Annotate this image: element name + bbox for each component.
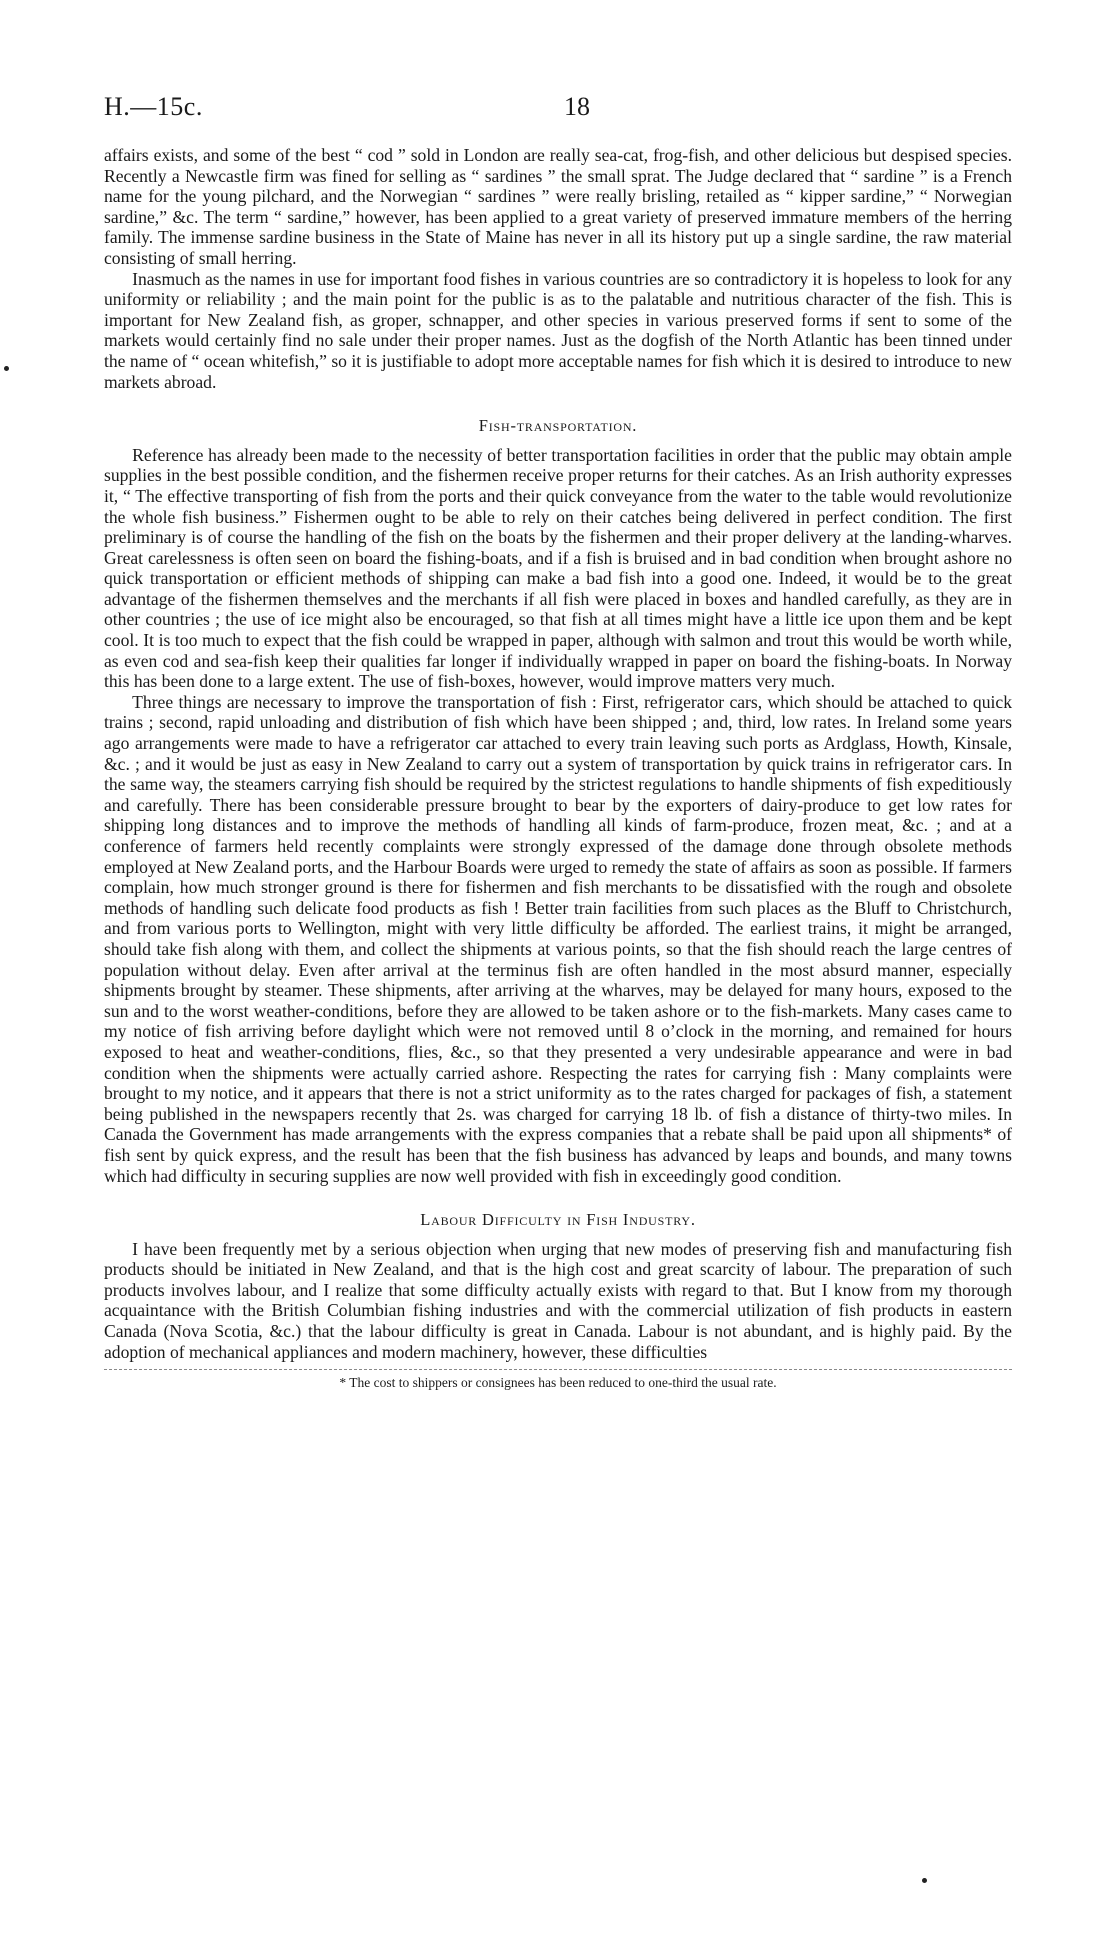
margin-mark (4, 366, 9, 371)
page-header (104, 92, 1014, 132)
page-number: 18 (564, 92, 590, 121)
intro-paragraph-continued: affairs exists, and some of the best “ cod ” sold in London are really sea-cat, frog-fish, and other delicious but despised species. Recently a Newcastle firm was fined for selling as “ sardines ” the small sprat. The Judge declared that “ sardine ” is a French name for the young pilchard, and the Norwegian “ sardines ” were really brisling, retailed as “ kipper sardine,” “ Norwegian sardine,” &c. The term “ sardine,” however, has been applied to a great variety of preserved immature members of the herring family. The immense sardine business in the State of Maine has never in all its history put up a single sardine, the raw material consisting of small herring. (104, 145, 1012, 268)
section-heading-fish-transportation: Fish-transportation. (478, 416, 638, 436)
footnote-divider (104, 1369, 1012, 1370)
section-heading-labour-difficulty: Labour Difficulty in Fish Industry. (420, 1210, 696, 1230)
document-body (104, 145, 1012, 1391)
transport-paragraph-1: Reference has already been made to the necessity of better transportation facilities in order that the public may obtain ample supplies in the best possible condition, and the fishermen receive proper returns for their catches. As an Irish authority expresses it, “ The effective transporting of fish from the ports and their quick conveyance from the water to the table would revolutionize the whole fish business.” Fishermen ought to be able to rely on their catches being delivered in perfect condition. The first preliminary is of course the handling of the fish on the boats by the fishermen and their proper delivery at the landing-wharves. Great carelessness is often seen on board the fishing-boats, and if a fish is bruised and in bad condition when brought ashore no quick transportation or efficient methods of shipping can make a bad fish into a good one. Indeed, it would be to the great advantage of the fishermen themselves and the merchants if all fish were placed in boxes and handled carefully, as they are in other countries ; the use of ice might also be encouraged, so that fish at all times might have a little ice upon them and be kept cool. It is too much to expect that the fish could be wrapped in paper, although with salmon and trout this would be worth while, as even cod and sea-fish keep their qualities far longer if individually wrapped in paper on board the fishing-boats. In Norway this has been done to a large extent. The use of fish-boxes, however, would improve matters very much. (104, 444, 1012, 692)
document-reference: H.—15c. (104, 92, 203, 121)
margin-mark-bottom (922, 1878, 927, 1883)
labour-paragraph-1: I have been frequently met by a serious objection when urging that new modes of preserving fish and manufacturing fish products should be initiated in New Zealand, and that is the high cost and great scarcity of labour. The preparation of such products involves labour, and I realize that some difficulty actually exists with regard to that. But I know from my thorough acquaintance with the British Columbian fishing industries and with the commercial utilization of fish products in eastern Canada (Nova Scotia, &c.) that the labour difficulty is great in Canada. Labour is not abundant, and is highly paid. By the adoption of mechanical appliances and modern machinery, however, these difficulties (104, 1238, 1012, 1362)
transport-paragraph-2: Three things are necessary to improve the transportation of fish : First, refrigerator cars, which should be attached to quick trains ; second, rapid unloading and distribution of fish which have been shipped ; and, third, low rates. In Ireland some years ago arrangements were made to have a refrigerator car attached to every train leaving such ports as Ardglass, Howth, Kinsale, &c. ; and it would be just as easy in New Zealand to carry out a system of transportation by quick trains in refrigerator cars. In the same way, the steamers carrying fish should be required by the strictest regulations to handle shipments of fish expeditiously and carefully. There has been considerable pressure brought to bear by the exporters of dairy-produce to get low rates for shipping long distances and to improve the methods of handling all kinds of farm-produce, frozen meat, &c. ; and at a conference of farmers held recently complaints were strongly expressed of the damage done through obsolete methods employed at New Zealand ports, and the Harbour Boards were urged to remedy the state of affairs as soon as possible. If farmers complain, how much stronger ground is there for fishermen and fish merchants to be dissatisfied with the rough and obsolete methods of handling such delicate food products as fish ! Better train facilities from such places as the Bluff to Christchurch, and from various ports to Wellington, might with very little difficulty be afforded. The earliest trains, it might be arranged, should take fish along with them, and collect the shipments at various points, so that the fish should reach the large centres of population without delay. Even after arrival at the terminus fish are often handled in the most absurd manner, especially shipments brought by steamer. These shipments, after arriving at the wharves, may be delayed for many hours, exposed to the sun and to the worst weather-conditions, before they are allowed to be taken ashore or to the fish-markets. Many cases came to my notice of fish arriving before daylight which were not removed until 8 o’clock in the morning, and remained for hours exposed to heat and weather-conditions, flies, &c., so that they presented a very undesirable appearance and were in bad condition when the shipments were actually carried ashore. Respecting the rates for carrying fish : Many complaints were brought to my notice, and it appears that there is not a strict uniformity as to the rates charged for packages of fish, a statement being published in the newspapers recently that 2s. was charged for carrying 18 lb. of fish a distance of thirty-two miles. In Canada the Government has made arrangements with the express companies that a rebate shall be paid upon all shipments* of fish sent by quick express, and the result has been that the fish business has advanced by leaps and bounds, and many towns which had difficulty in securing supplies are now well provided with fish in exceedingly good condition. (104, 691, 1012, 1186)
intro-paragraph-names: Inasmuch as the names in use for important food fishes in various countries are so contradictory it is hopeless to look for any uniformity or reliability ; and the main point for the public is as to the palatable and nutritious character of the fish. This is important for New Zealand fish, as groper, schnapper, and other species in various preserved forms if sent to some of the markets would certainly find no sale under their proper names. Just as the dogfish of the North Atlantic has been tinned under the name of “ ocean whitefish,” so it is justifiable to adopt more acceptable names for fish which it is desired to introduce to new markets abroad. (104, 268, 1012, 392)
footnote: * The cost to shippers or consignees has been reduced to one-third the usual rate. (339, 1375, 777, 1391)
